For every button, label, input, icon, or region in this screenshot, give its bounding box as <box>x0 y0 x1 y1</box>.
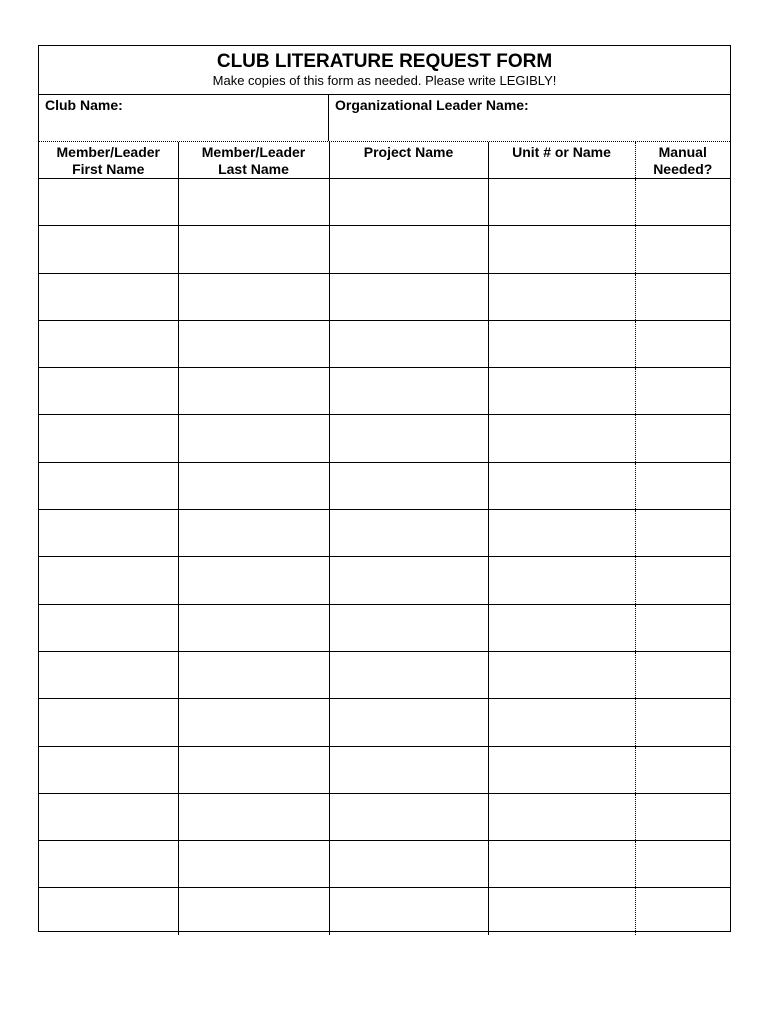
club-info-row <box>39 95 730 142</box>
project-name-cell[interactable] <box>329 510 488 557</box>
table-row <box>39 320 730 367</box>
project-name-cell[interactable] <box>329 746 488 793</box>
project-name-cell[interactable] <box>329 368 488 415</box>
project-name-cell[interactable] <box>329 793 488 840</box>
manual-needed-cell[interactable] <box>635 462 730 509</box>
first-name-cell[interactable] <box>39 462 178 509</box>
first-name-cell[interactable] <box>39 746 178 793</box>
literature-request-form <box>38 45 731 932</box>
table-row <box>39 557 730 604</box>
first-name-cell[interactable] <box>39 415 178 462</box>
first-name-cell[interactable] <box>39 368 178 415</box>
leader-name-field[interactable] <box>329 95 732 141</box>
unit-cell[interactable] <box>488 510 635 557</box>
first-name-cell[interactable] <box>39 793 178 840</box>
last-name-cell[interactable] <box>178 888 329 935</box>
first-name-cell[interactable] <box>39 510 178 557</box>
unit-cell[interactable] <box>488 273 635 320</box>
manual-needed-cell[interactable] <box>635 888 730 935</box>
project-name-cell[interactable] <box>329 841 488 888</box>
first-name-cell[interactable] <box>39 699 178 746</box>
manual-needed-cell[interactable] <box>635 746 730 793</box>
manual-needed-cell[interactable] <box>635 510 730 557</box>
first-name-cell[interactable] <box>39 320 178 367</box>
project-name-cell[interactable] <box>329 557 488 604</box>
first-name-cell[interactable] <box>39 226 178 273</box>
table-row <box>39 273 730 320</box>
last-name-cell[interactable] <box>178 226 329 273</box>
last-name-cell[interactable] <box>178 699 329 746</box>
header-last-name: Member/Leader Last Name <box>178 142 329 179</box>
header-unit: Unit # or Name <box>488 142 635 179</box>
form-title: CLUB LITERATURE REQUEST FORM <box>216 51 553 72</box>
last-name-cell[interactable] <box>178 557 329 604</box>
table-row <box>39 226 730 273</box>
unit-cell[interactable] <box>488 651 635 698</box>
manual-needed-cell[interactable] <box>635 841 730 888</box>
unit-cell[interactable] <box>488 746 635 793</box>
manual-needed-cell[interactable] <box>635 651 730 698</box>
project-name-cell[interactable] <box>329 699 488 746</box>
form-subtitle: Make copies of this form as needed. Please write LEGIBLY! <box>212 73 557 88</box>
first-name-cell[interactable] <box>39 651 178 698</box>
table-row <box>39 699 730 746</box>
first-name-cell[interactable] <box>39 273 178 320</box>
unit-cell[interactable] <box>488 888 635 935</box>
last-name-cell[interactable] <box>178 746 329 793</box>
table-row <box>39 368 730 415</box>
project-name-cell[interactable] <box>329 462 488 509</box>
manual-needed-cell[interactable] <box>635 793 730 840</box>
table-row <box>39 793 730 840</box>
unit-cell[interactable] <box>488 557 635 604</box>
table-row <box>39 841 730 888</box>
project-name-cell[interactable] <box>329 320 488 367</box>
last-name-cell[interactable] <box>178 651 329 698</box>
manual-needed-cell[interactable] <box>635 320 730 367</box>
table-row <box>39 510 730 557</box>
unit-cell[interactable] <box>488 179 635 226</box>
last-name-cell[interactable] <box>178 320 329 367</box>
last-name-cell[interactable] <box>178 179 329 226</box>
table-body <box>39 179 730 936</box>
last-name-cell[interactable] <box>178 793 329 840</box>
manual-needed-cell[interactable] <box>635 557 730 604</box>
first-name-cell[interactable] <box>39 841 178 888</box>
last-name-cell[interactable] <box>178 415 329 462</box>
first-name-cell[interactable] <box>39 888 178 935</box>
project-name-cell[interactable] <box>329 888 488 935</box>
unit-cell[interactable] <box>488 462 635 509</box>
unit-cell[interactable] <box>488 415 635 462</box>
manual-needed-cell[interactable] <box>635 179 730 226</box>
first-name-cell[interactable] <box>39 557 178 604</box>
header-project-name: Project Name <box>329 142 488 179</box>
first-name-cell[interactable] <box>39 604 178 651</box>
last-name-cell[interactable] <box>178 841 329 888</box>
project-name-cell[interactable] <box>329 226 488 273</box>
project-name-cell[interactable] <box>329 604 488 651</box>
project-name-cell[interactable] <box>329 651 488 698</box>
unit-cell[interactable] <box>488 226 635 273</box>
unit-cell[interactable] <box>488 699 635 746</box>
header-manual-needed: Manual Needed? <box>635 142 730 179</box>
first-name-cell[interactable] <box>39 179 178 226</box>
table-header-row <box>39 142 730 179</box>
table-row <box>39 462 730 509</box>
manual-needed-cell[interactable] <box>635 368 730 415</box>
request-table <box>39 142 730 935</box>
manual-needed-cell[interactable] <box>635 415 730 462</box>
table-row <box>39 604 730 651</box>
project-name-cell[interactable] <box>329 415 488 462</box>
unit-cell[interactable] <box>488 604 635 651</box>
project-name-cell[interactable] <box>329 179 488 226</box>
manual-needed-cell[interactable] <box>635 226 730 273</box>
club-name-label: Club Name: <box>45 97 123 113</box>
last-name-cell[interactable] <box>178 368 329 415</box>
table-row <box>39 746 730 793</box>
last-name-cell[interactable] <box>178 604 329 651</box>
club-name-field[interactable] <box>39 95 329 141</box>
unit-cell[interactable] <box>488 841 635 888</box>
table-row <box>39 179 730 226</box>
table-row <box>39 651 730 698</box>
unit-cell[interactable] <box>488 368 635 415</box>
manual-needed-cell[interactable] <box>635 273 730 320</box>
last-name-cell[interactable] <box>178 510 329 557</box>
manual-needed-cell[interactable] <box>635 699 730 746</box>
last-name-cell[interactable] <box>178 462 329 509</box>
manual-needed-cell[interactable] <box>635 604 730 651</box>
project-name-cell[interactable] <box>329 273 488 320</box>
leader-name-label: Organizational Leader Name: <box>335 97 529 113</box>
form-header <box>39 46 730 95</box>
table-row <box>39 888 730 935</box>
unit-cell[interactable] <box>488 320 635 367</box>
header-first-name: Member/Leader First Name <box>39 142 178 179</box>
unit-cell[interactable] <box>488 793 635 840</box>
last-name-cell[interactable] <box>178 273 329 320</box>
table-row <box>39 415 730 462</box>
